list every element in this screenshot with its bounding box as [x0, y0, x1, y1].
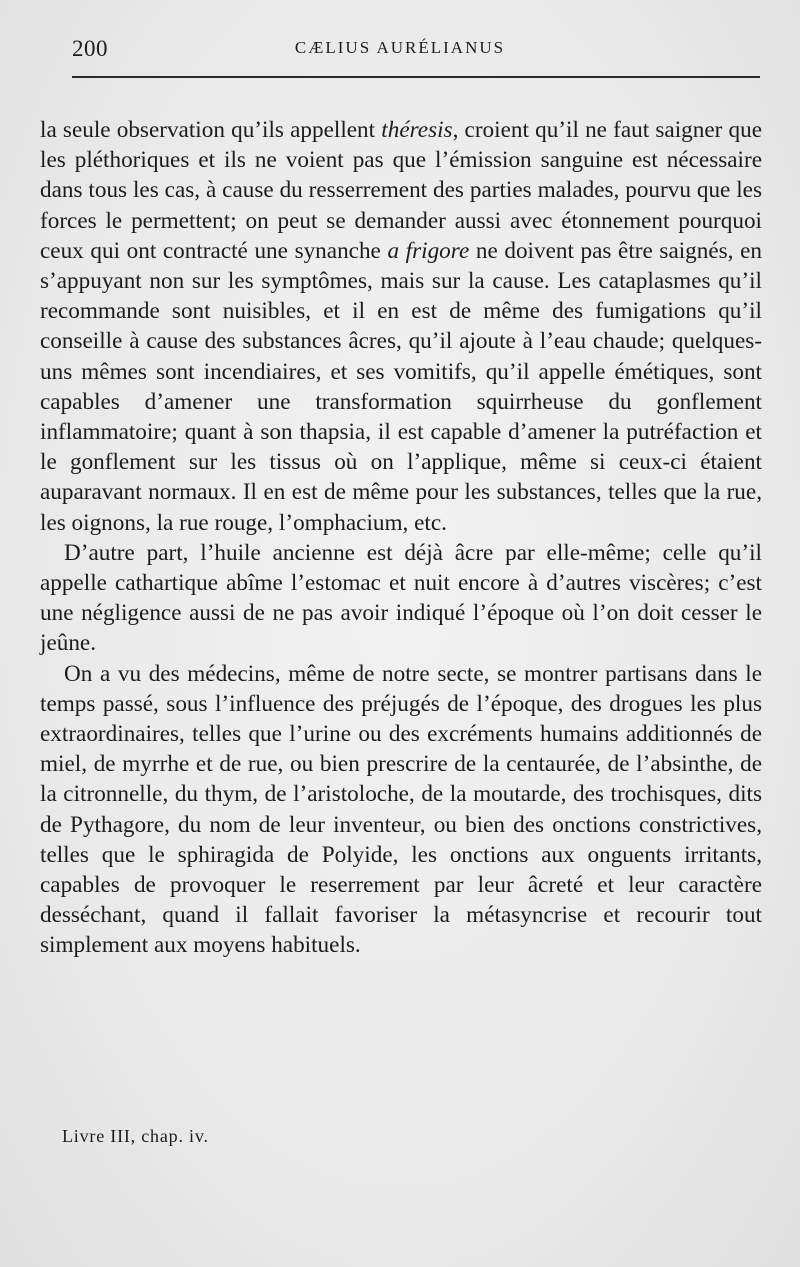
page-header [40, 36, 760, 66]
paragraph-text: On a vu des médecins, même de notre secte, se montrer partisans dans le temps passé, sous l’influence des préjugés de l’époque, des drogues les plus extraordinaires, telles que l’urine ou des excréments humains additionnés de miel, de myrrhe et de rue, ou bien prescrire de la centaurée, de l’absinthe, de la citronnelle, du thym, de l’aristoloche, de la moutarde, des trochisques, dits de Pythagore, du nom de leur inventeur, ou bien des onctions constrictives, telles que le sphiragida de Polyide, les onctions aux onguents irritants, capables de provoquer le reserrement par leur âcreté et leur caractère desséchant, quand il fallait favoriser la métasyncrise et recourir tout simplement aux moyens habituels. [40, 660, 762, 959]
italic-term: théresis [381, 117, 453, 143]
paragraph-text: , croient qu’il ne faut saigner que les pléthoriques et ils ne voient pas que l’émission sanguine est nécessaire dans tous les cas, à cause du resserrement des parties malades, pourvu que les forces le permettent; on peut se demander aussi avec étonnement pourquoi ceux qui ont contracté une synanche [40, 117, 763, 264]
paragraph-text: D’autre part, l’huile ancienne est déjà âcre par elle-même; celle qu’il appelle cathartique abîme l’estomac et nuit encore à d’autres viscères; c’est une négligence aussi de ne pas avoir indiqué l’époque où l’on doit cesser le jeûne. [40, 539, 762, 657]
body-text [40, 115, 762, 961]
header-rule [72, 76, 760, 78]
paragraph-text: ne doivent pas être saignés, en s’appuyant non sur les symptômes, mais sur la cause. Les cataplasmes qu’il recommande sont nuisibles, et il en est de même des fumigations qu’il conseille à cause des substances âcres, qu’il ajoute à l’eau chaude; quelques-uns mêmes sont incendiaires, et ses vomitifs, qu’il appelle émétiques, sont capables d’amener une transformation squirrheuse du gonflement inflammatoire; quant à son thapsia, il est capable d’amener la putréfaction et le gonflement sur les tissus où on l’applique, même si ceux-ci étaient auparavant normaux. Il en est de même pour les substances, telles que la rue, les oignons, la rue rouge, l’omphacium, etc. [40, 237, 762, 536]
paragraph-text: la seule observation qu’ils appellent [40, 117, 382, 143]
footnote: Livre III, chap. iv. [62, 1126, 209, 1146]
paragraph-2 [40, 538, 762, 659]
running-title: CÆLIUS AURÉLIANUS [294, 38, 506, 57]
italic-term: a frigore [387, 237, 470, 264]
paragraph-3 [40, 659, 762, 961]
paragraph-1 [40, 115, 762, 538]
page-number: 200 [72, 36, 108, 61]
